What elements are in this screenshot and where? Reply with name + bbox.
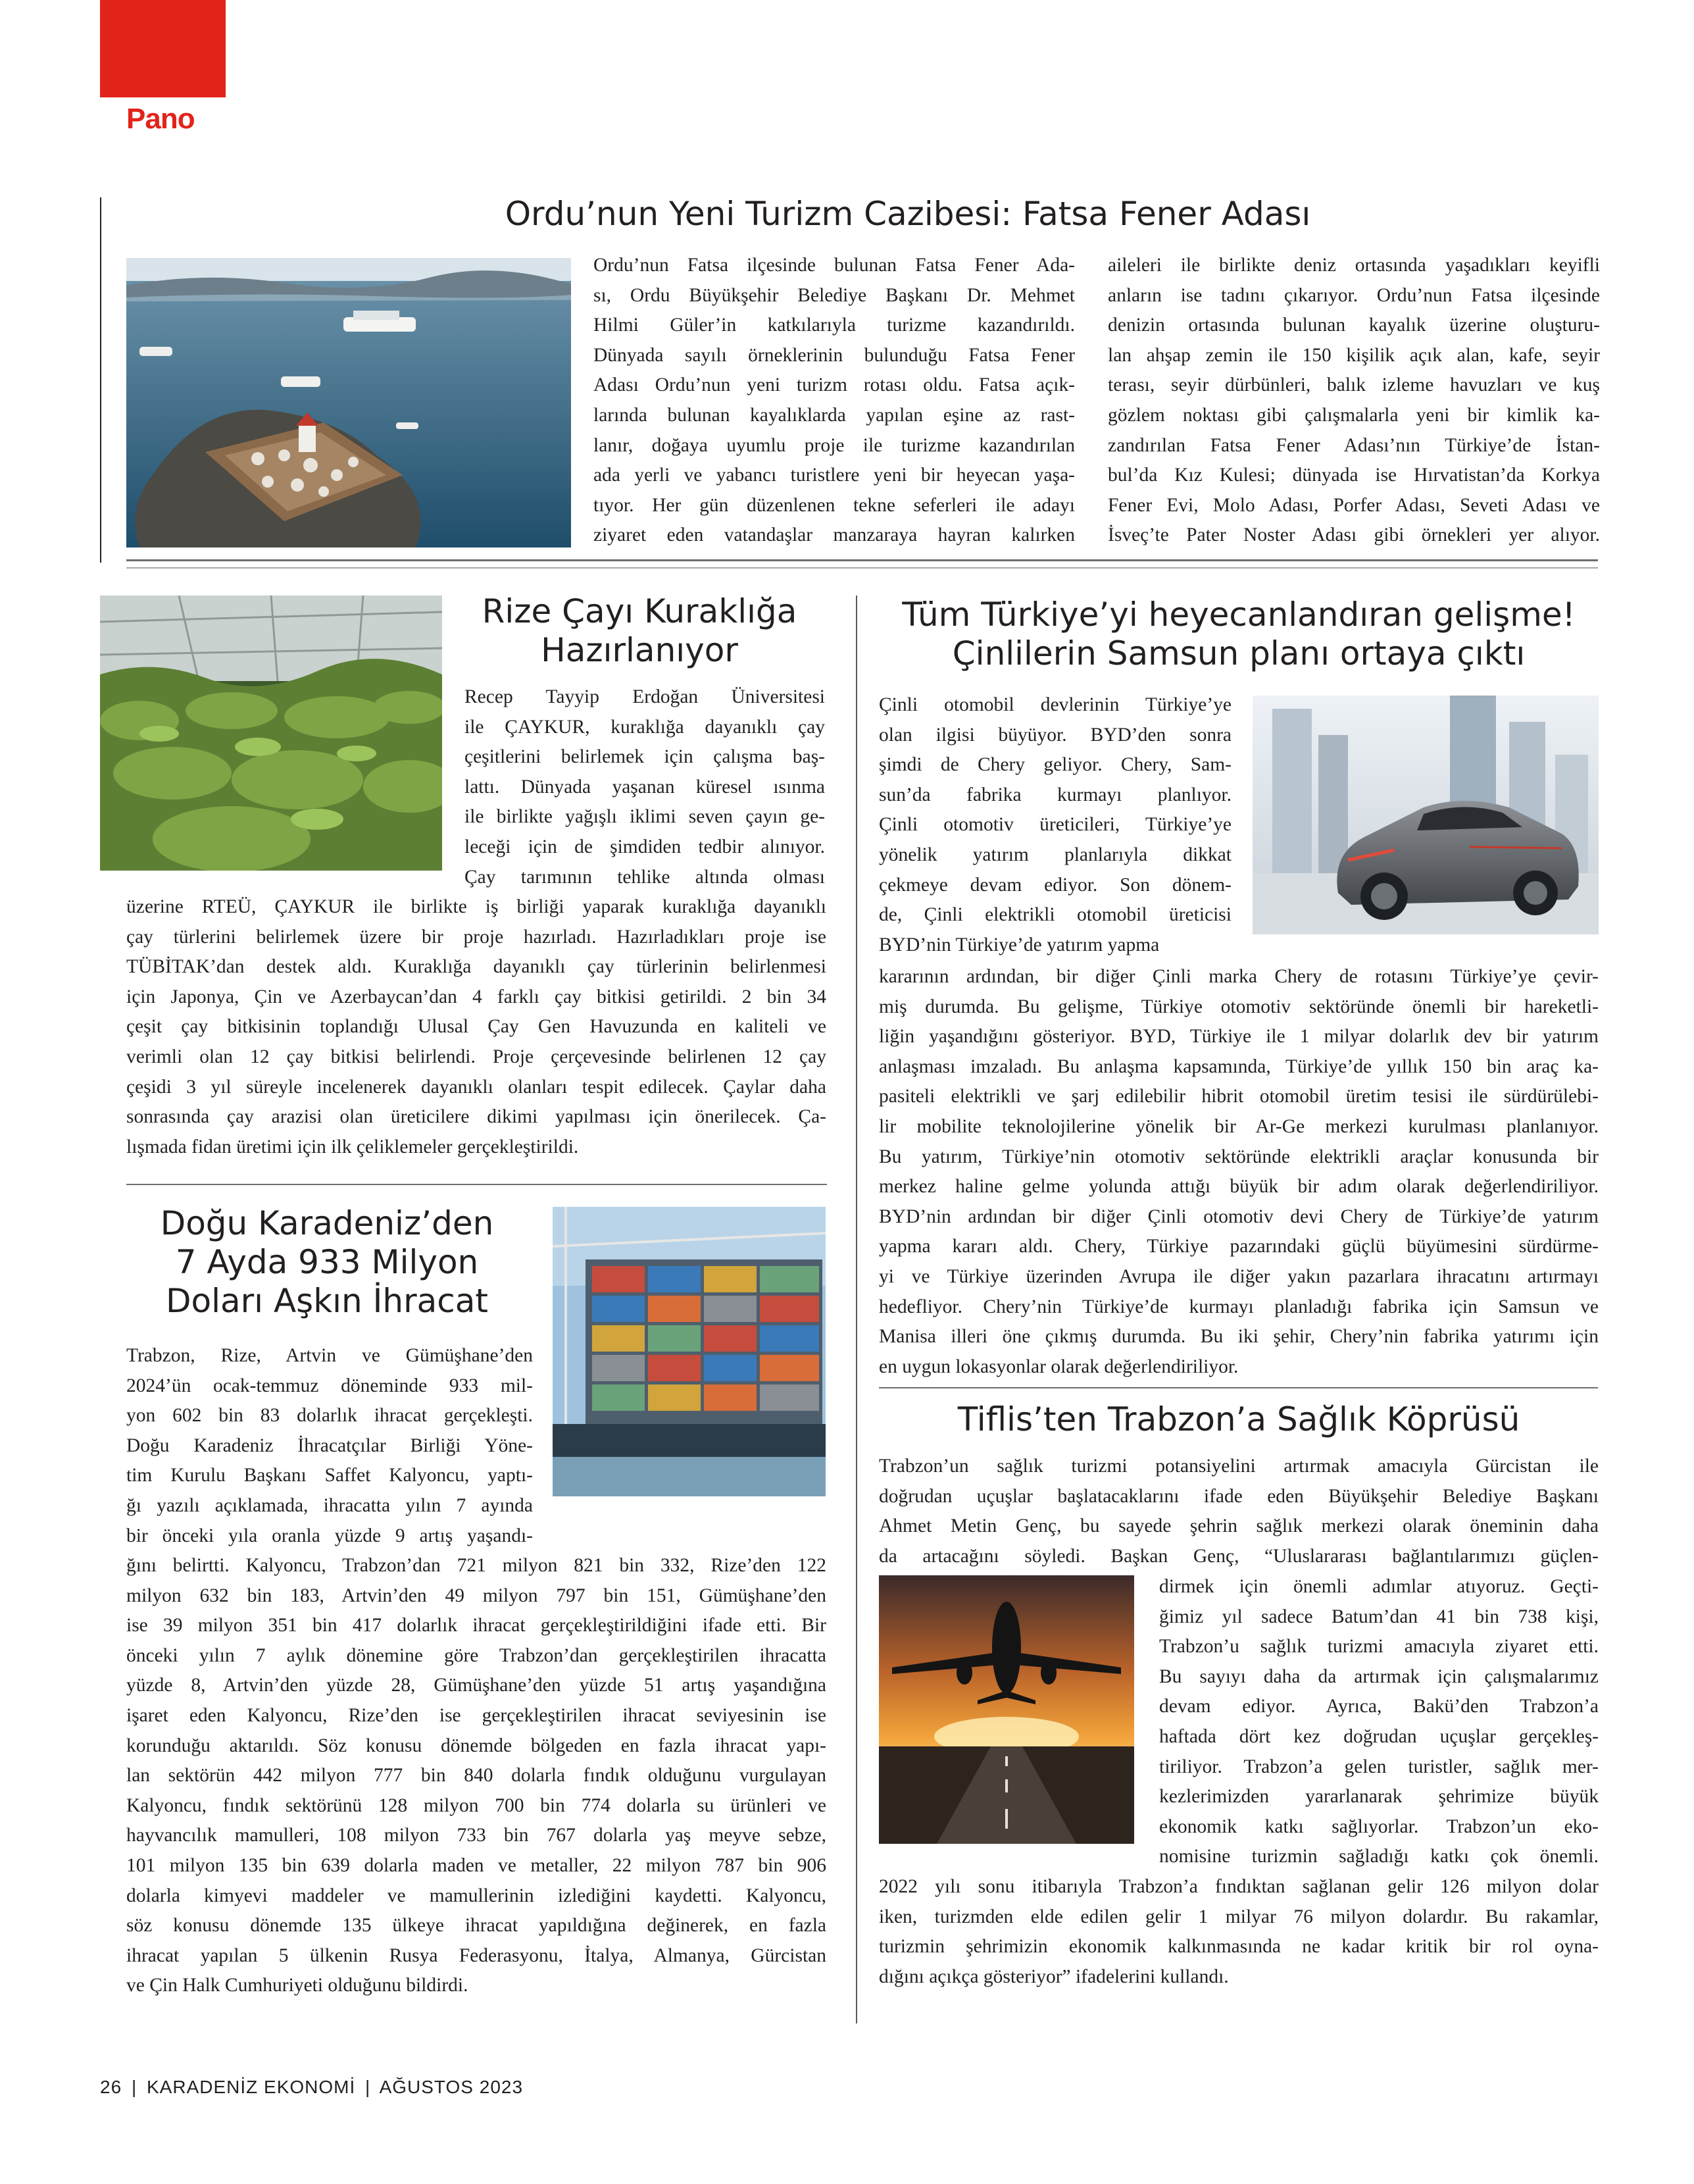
text-line: merkez haline gelme yolunda attığı büyük bir adım olarak değerlendiriliyor. xyxy=(879,1176,1599,1198)
text-line: hayvancılık mamulleri, 108 milyon 733 bin 767 dolarla yaş meyve sebze, xyxy=(126,1825,826,1846)
text-line: da artacağını söyledi. Başkan Genç, “Uluslararası bağlantılarımızı güçlen- xyxy=(879,1545,1599,1567)
article-rize-side-text xyxy=(464,682,825,892)
text-line: ekonomik katkı sağlıyorlar. Trabzon’un eko- xyxy=(1159,1816,1599,1837)
text-line: için Japonya, Çin ve Azerbaycan’dan 4 farklı çay bitkisi getirildi. 2 bin 34 xyxy=(126,986,826,1007)
center-vertical-rule xyxy=(856,596,857,2023)
article-fatsa-col2 xyxy=(1108,251,1600,551)
left-column-divider xyxy=(126,1184,827,1185)
article-export-body xyxy=(126,1551,826,2001)
article-fatsa-title: Ordu’nun Yeni Turizm Cazibesi: Fatsa Fener Adası xyxy=(505,195,1311,233)
page-footer xyxy=(100,2077,527,2098)
title-line: Doğu Karadeniz’den xyxy=(160,1204,494,1242)
text-line: Dünyada sayılı örneklerinin bulunduğu Fatsa Fener xyxy=(593,344,1075,366)
text-line: BYD’nin ardından bir diğer Çinli otomotiv devi Chery de Türkiye’de yatırım xyxy=(879,1206,1599,1227)
airplane-sunset-photo xyxy=(879,1575,1134,1844)
text-line: 101 milyon 135 bin 639 dolarla maden ve metaller, 22 milyon 787 bin 906 xyxy=(126,1854,826,1876)
section-color-tab xyxy=(100,0,226,97)
text-line: Adası Ordu’nun yeni turizm rotası oldu. Fatsa açık- xyxy=(593,374,1075,396)
text-line: ğimiz yıl sadece Batum’dan 41 bin 738 kişi, xyxy=(1159,1606,1599,1627)
text-line: Trabzon’un sağlık turizmi potansiyelini artırmak amacıyla Gürcistan ile xyxy=(879,1456,1599,1477)
text-line: Recep Tayyip Erdoğan Üniversitesi xyxy=(464,686,825,707)
text-line: dolarla kimyevi maddeler ve mamullerinin izlediğini kaydetti. Kalyoncu, xyxy=(126,1885,826,1906)
magazine-name: KARADENİZ EKONOMİ xyxy=(147,2077,356,2097)
text-line: Hilmi Güler’in katkılarıyla turizme kazandırıldı. xyxy=(593,315,1075,336)
text-line: terası, seyir dürbünleri, balık izleme havuzları ve kuş xyxy=(1108,374,1600,396)
title-line: Rize Çayı Kuraklığa xyxy=(482,592,797,630)
text-line: çekmeye devam ediyor. Son dönem- xyxy=(879,874,1232,896)
text-line: çeşidi 3 yıl süreyle incelenerek dayanıklı olanları tespit edilecek. Çaylar daha xyxy=(126,1076,826,1098)
fatsa-island-photo xyxy=(126,258,571,547)
text-line: üzerine RTEÜ, ÇAYKUR ile birlikte iş birliği yaparak kuraklığa dayanıklı xyxy=(126,896,826,917)
footer-separator: | xyxy=(365,2077,371,2097)
text-line: Ordu’nun Fatsa ilçesinde bulunan Fatsa Fener Ada- xyxy=(593,255,1075,276)
text-line: lattı. Dünyada yaşanan küresel ısınma xyxy=(464,776,825,798)
page-number: 26 xyxy=(100,2077,122,2097)
text-line: olan ilgisi büyüyor. BYD’den sonra xyxy=(879,724,1232,746)
text-line: kezlerimizden yararlanarak şehrimize büyük xyxy=(1159,1786,1599,1808)
text-line: lir mobilite teknolojilerine yönelik bir Ar-Ge merkezi kurulması planlanıyor. xyxy=(879,1115,1599,1137)
text-line: şimdi de Chery geliyor. Chery, Sam- xyxy=(879,754,1232,776)
text-line: iken, turizmden elde edilen gelir 1 milyar 76 milyon dolardır. Bu rakamlar, xyxy=(879,1906,1599,1927)
article-rize-title xyxy=(453,592,826,670)
text-line: bir önceki yıla oranla yüzde 9 artış yaşandı- xyxy=(126,1525,533,1546)
shipping-containers-photo xyxy=(553,1207,826,1496)
title-line: Çinlilerin Samsun planı ortaya çıktı xyxy=(952,634,1526,673)
text-line: doğrudan uçuşlar başlatacaklarını ifade eden Büyükşehir Belediye Başkanı xyxy=(879,1485,1599,1507)
text-line: dirmek için önemli adımlar atıyoruz. Geçti- xyxy=(1159,1576,1599,1597)
text-line: çay türlerini belirlemek üzere bir proje hazırladı. Hazırladıkları proje ise xyxy=(126,926,826,948)
text-line: ve Çin Halk Cumhuriyeti olduğunu bildirdi. xyxy=(126,1975,468,1996)
text-line: lışmada fidan üretimi için ilk çeliklemeler gerçekleştirildi. xyxy=(126,1136,579,1157)
text-line: yönelik yatırım planlarıyla dikkat xyxy=(879,844,1232,865)
text-line: milyon 632 bin 183, Artvin’den 49 milyon 797 bin 151, Gümüşhane’den xyxy=(126,1585,826,1606)
footer-separator: | xyxy=(131,2077,137,2097)
text-line: lanır, doğaya uyumlu proje ile turizme kazandırılan xyxy=(593,434,1075,456)
section-label: Pano xyxy=(126,103,195,135)
text-line: Çinli otomobil devlerinin Türkiye’ye xyxy=(879,694,1232,715)
text-line: ğı yazılı açıklamada, ihracatta yılın 7 ayında xyxy=(126,1494,533,1516)
article-fatsa-col1 xyxy=(593,251,1075,551)
text-line: liğin yaşandığını gösteriyor. BYD, Türkiye ile 1 milyar dolarlık dev bir yatırım xyxy=(879,1026,1599,1048)
text-line: dığını açıkça gösteriyor” ifadelerini kullandı. xyxy=(879,1966,1229,1987)
section-divider xyxy=(126,559,1598,561)
text-line: ihracat yapılan 5 ülkenin Rusya Federasyonu, İtalya, Almanya, Gürcistan xyxy=(126,1944,826,1966)
text-line: larında bulunan kayalıklarda yapılan eşine az rast- xyxy=(593,404,1075,426)
text-line: işaret eden Kalyoncu, Rize’den ise gerçekleştirilen ihracat seviyesinin ise xyxy=(126,1704,826,1726)
text-line: Trabzon, Rize, Artvin ve Gümüşhane’den xyxy=(126,1345,533,1366)
text-line: en uygun lokasyonlar olarak değerlendiriliyor. xyxy=(879,1356,1239,1377)
text-line: denizin ortasında bulunan kayalık üzerine oluşturu- xyxy=(1108,315,1600,336)
text-line: verimli olan 12 çay bitkisi belirlendi. Proje çerçevesinde belirlenen 12 çay xyxy=(126,1046,826,1067)
text-line: çeşitlerini belirlemek için çalışma baş- xyxy=(464,746,825,768)
text-line: zandırılan Fatsa Fener Adası’nın Türkiye’de İstan- xyxy=(1108,434,1600,456)
text-line: ise 39 milyon 351 bin 417 dolarlık ihracat gerçekleştirildiğini ifade etti. Bir xyxy=(126,1615,826,1637)
text-line: lan sektörün 442 milyon 777 bin 840 dolarla fındık olduğunu vurgulayan xyxy=(126,1765,826,1787)
text-line: önceki yılın 7 aylık dönemine göre Trabzon’dan gerçekleştirilen ihracatta xyxy=(126,1644,826,1666)
text-line: gözlem noktası gibi çalışmalarla yeni bir kimlik ka- xyxy=(1108,404,1600,426)
text-line: de, Çinli elektrikli otomobil üreticisi xyxy=(879,904,1232,926)
article-health-top-text xyxy=(879,1452,1599,1571)
article-health-side-text xyxy=(1159,1572,1599,1872)
text-line: ziyaret eden vatandaşlar manzaraya hayran kalırken xyxy=(593,524,1075,546)
text-line: miş durumda. Bu gelişme, Türkiye otomotiv sektöründe önemli bir hareketli- xyxy=(879,996,1599,1017)
article-chery-title xyxy=(879,596,1599,673)
section-divider-thin xyxy=(126,567,1598,569)
text-line: anlaşması imzaladı. Bu anlaşma kapsamında, Türkiye’de yıllık 150 bin araç ka- xyxy=(879,1055,1599,1077)
text-line: yon 602 bin 83 dolarlık ihracat gerçekleşti. xyxy=(126,1405,533,1427)
text-line: çeşit çay bitkisinin toplandığı Ulusal Çay Gen Havuzunda en kaliteli ve xyxy=(126,1016,826,1038)
text-line: 2024’ün ocak-temmuz döneminde 933 mil- xyxy=(126,1375,533,1396)
text-line: Bu sayıyı daha da artırmak için çalışmalarımız xyxy=(1159,1665,1599,1687)
article-rize-body xyxy=(126,892,826,1162)
text-line: sı, Ordu Büyükşehir Belediye Başkanı Dr. Mehmet xyxy=(593,284,1075,306)
text-line: Kalyoncu, fındık sektörünü 128 milyon 700 bin 774 dolarla su ürünleri ve xyxy=(126,1794,826,1816)
text-line: 2022 yılı sonu itibarıyla Trabzon’a fındıktan sağlanan gelir 126 milyon dolar xyxy=(879,1876,1599,1897)
text-line: ile birlikte yağışlı iklimi seven çayın ge- xyxy=(464,806,825,828)
text-line: lan ahşap zemin ile 150 kişilik açık alan, kafe, seyir xyxy=(1108,344,1600,366)
title-line: Tüm Türkiye’yi heyecanlandıran gelişme! xyxy=(902,596,1576,634)
issue-date: AĞUSTOS 2023 xyxy=(379,2077,524,2097)
title-line: 7 Ayda 933 Milyon xyxy=(175,1243,479,1281)
text-line: sonrasında çay arazisi olan üreticilere dikimi yapılması için önerilecek. Ça- xyxy=(126,1106,826,1128)
text-line: yapma kararı aldı. Chery, Türkiye pazarındaki güçlü büyümesini sürdürme- xyxy=(879,1236,1599,1257)
article-chery-body xyxy=(879,962,1599,1382)
text-line: pasiteli elektrikli ve şarj edilebilir hibrit otomobil üretim tesisi ile sürdürülebi- xyxy=(879,1086,1599,1107)
article-health-body xyxy=(879,1872,1599,1992)
text-line: söz konusu dönemde 135 ülkeye ihracat yapıldığına değinerek, en fazla xyxy=(126,1915,826,1937)
text-line: Ahmet Metin Genç, bu sayede şehrin sağlık merkezi olarak öneminin daha xyxy=(879,1515,1599,1537)
text-line: Çay tarımının tehlike altında olması xyxy=(464,866,825,888)
article-export-title xyxy=(126,1204,528,1321)
article-chery-side-text xyxy=(879,690,1232,960)
tea-greenhouse-photo xyxy=(100,596,442,871)
text-line: Çinli otomotiv üreticileri, Türkiye’ye xyxy=(879,814,1232,836)
text-line: devam ediyor. Ayrıca, Bakü’den Trabzon’a xyxy=(1159,1696,1599,1717)
text-line: BYD’nin Türkiye’de yatırım yapma xyxy=(879,934,1160,955)
article-export-side-text xyxy=(126,1341,533,1551)
text-line: ile ÇAYKUR, kuraklığa dayanıklı çay xyxy=(464,716,825,738)
text-line: haftada dört kez doğrudan uçuşlar gerçekleş- xyxy=(1159,1725,1599,1747)
text-line: İsveç’te Pater Noster Adası gibi örnekleri yer alıyor. xyxy=(1108,524,1600,546)
text-line: anların ise tadını çıkarıyor. Ordu’nun Fatsa ilçesinde xyxy=(1108,284,1600,306)
text-line: tiriliyor. Trabzon’a gelen turistler, sağlık mer- xyxy=(1159,1756,1599,1777)
text-line: aileleri ile birlikte deniz ortasında yaşadıkları keyifli xyxy=(1108,255,1600,276)
text-line: korunduğu aktarıldı. Söz konusu dönemde bölgeden en fazla ihracat yapı- xyxy=(126,1735,826,1756)
text-line: Fener Evi, Molo Adası, Porfer Adası, Seveti Adası ve xyxy=(1108,494,1600,516)
text-line: yi ve Türkiye üzerinden Avrupa ile diğer yakın pazarlara ihracatını artırmayı xyxy=(879,1265,1599,1287)
text-line: yüzde 8, Artvin’den yüzde 28, Gümüşhane’den yüzde 51 artış yaşandığına xyxy=(126,1675,826,1696)
chery-car-photo xyxy=(1253,696,1599,934)
text-line: tıyor. Her gün düzenlenen tekne seferleri ile adayı xyxy=(593,494,1075,516)
text-line: ğını belirtti. Kalyoncu, Trabzon’dan 721 milyon 821 bin 332, Rize’den 122 xyxy=(126,1555,826,1576)
text-line: nomisine turizmin sağladığı katkı çok önemli. xyxy=(1159,1846,1599,1867)
text-line: leceği için de şimdiden tedbir alınıyor. xyxy=(464,836,825,857)
right-column-divider xyxy=(879,1387,1598,1388)
text-line: Doğu Karadeniz İhracatçılar Birliği Yöne- xyxy=(126,1435,533,1456)
text-line: Manisa illeri öne çıkmış durumda. Bu iki şehir, Chery’nin fabrika yatırımı için xyxy=(879,1326,1599,1348)
text-line: hedefliyor. Chery’nin Türkiye’de kurmayı planladığı fabrika için Samsun ve xyxy=(879,1296,1599,1317)
text-line: Bu yatırım, Türkiye’nin otomotiv sektöründe elektrikli araçlar konusunda bir xyxy=(879,1146,1599,1167)
text-line: Trabzon’u sağlık turizmi amacıyla ziyaret etti. xyxy=(1159,1636,1599,1658)
left-vertical-rule xyxy=(100,197,101,563)
text-line: tim Kurulu Başkanı Saffet Kalyoncu, yaptı- xyxy=(126,1465,533,1486)
text-line: ada yerli ve yabancı turistlere yeni bir heyecan yaşa- xyxy=(593,465,1075,486)
text-line: kararının ardından, bir diğer Çinli marka Chery de rotasını Türkiye’ye çevir- xyxy=(879,966,1599,987)
text-line: TÜBİTAK’dan destek aldı. Kuraklığa dayanıklı çay türlerinin belirlenmesi xyxy=(126,956,826,978)
article-health-title: Tiflis’ten Trabzon’a Sağlık Köprüsü xyxy=(957,1400,1520,1438)
text-line: bul’da Kız Kulesi; dünyada ise Hırvatistan’da Korkya xyxy=(1108,465,1600,486)
text-line: turizmin şehrimizin ekonomik kalkınmasında ne kadar kritik bir rol oyna- xyxy=(879,1936,1599,1958)
title-line: Doları Aşkın İhracat xyxy=(165,1282,488,1320)
title-line: Hazırlanıyor xyxy=(541,631,738,669)
text-line: sun’da fabrika kurmayı planlıyor. xyxy=(879,784,1232,805)
